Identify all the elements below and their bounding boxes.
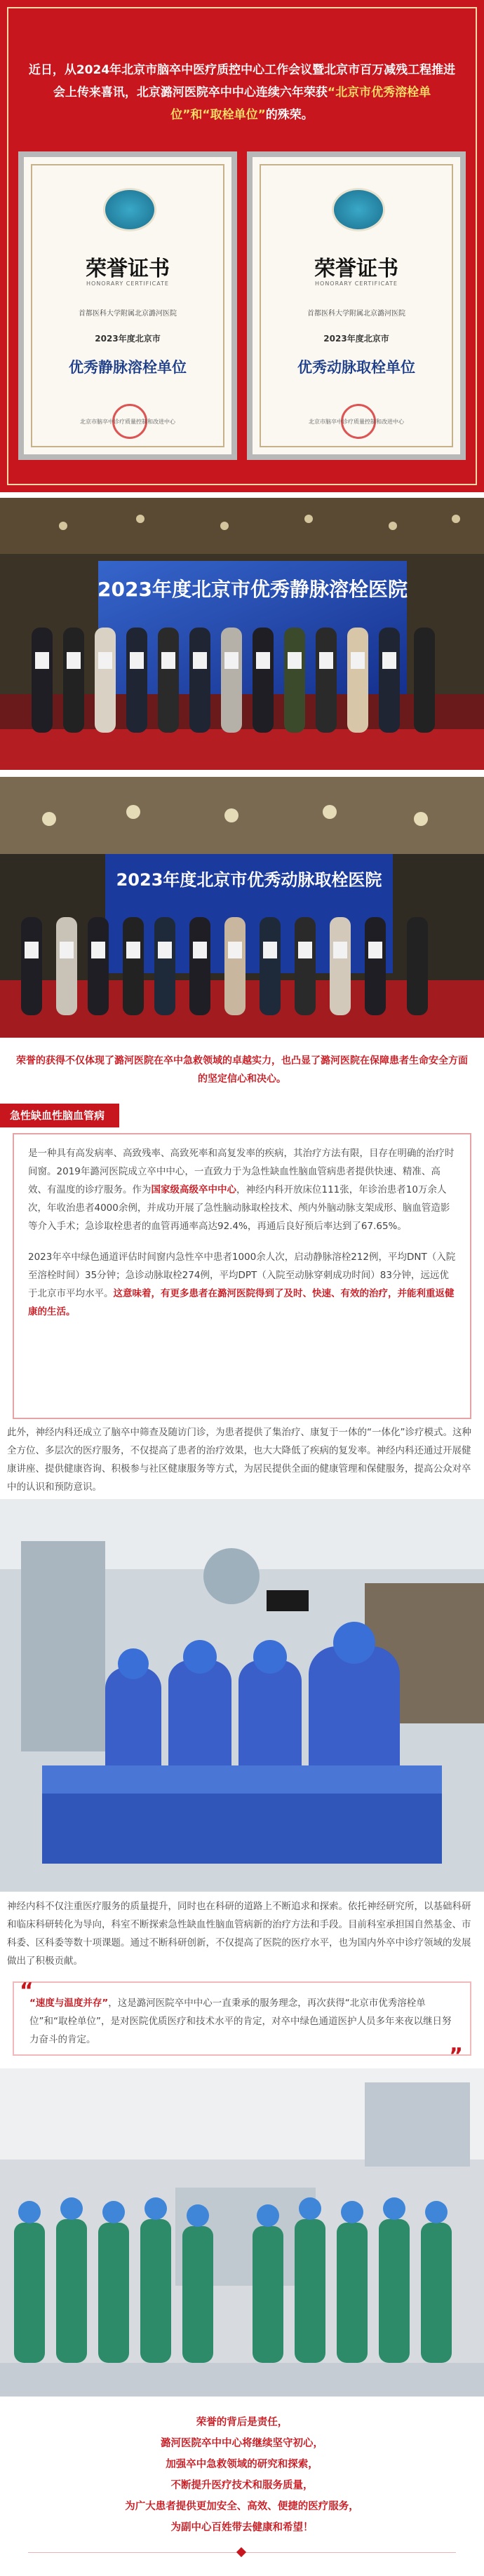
hospital-emblem-icon [103,188,156,231]
certificate-thrombectomy [247,151,466,460]
closing-text: 荣誉的背后是责任， 潞河医院卒中中心将继续坚守初心， 加强卒中急救领域的研究和探索， 不断提升医疗技术和服务质量， 为广大患者提供更加安全、高效、便捷的医疗服务， 为副中心百姓带去健康和希望！ [125,2417,359,2533]
stage-banner-text: 2023年度北京市优秀动脉取栓医院 [116,870,382,890]
certificate-org: 首都医科大学附属北京潞河医院 [79,310,177,318]
quote-text: “速度与温度并存”，这是潞河医院卒中中心一直秉承的服务理念，再次获得“北京市优秀溶栓单位”和“取栓单位”，是对医院优质医疗和技术水平的肯定，对卒中绿色通道医护人员多年来夜以继日努力奋斗的肯定。 [29,1998,452,2045]
section-tag: 急性缺血性脑血管病 [0,1104,119,1127]
intro-text: 近日，从2024年北京市脑卒中医疗质控中心工作会议暨北京市百万减残工程推进会上传来喜讯，北京潞河医院卒中中心连续六年荣获“北京市优秀溶栓单位”和“取栓单位”的殊荣。 [28,63,456,122]
certificate-title: 荣誉证书 [314,257,398,281]
award-ceremony-photo-1 [0,498,484,770]
quote-open-icon: “ [20,1979,34,2003]
team-photo [0,2068,484,2397]
quote-box [13,1979,471,2068]
body-paragraph-2: 神经内科不仅注重医疗服务的质量提升，同时也在科研的道路上不断追求和探索。依托神经研究所，以基础科研和临床科研转化为导向，科室不断探索急性缺血性脑血管病新的治疗方法和手段。目前科室承担国自然基金、市科委、区科委等数十项课题。通过不断科研创新，不仅提高了医院的医疗水平，也为国内外卒中诊疗领域的发展做出了积极贡献。 [7,1901,471,1967]
divider-diamond-icon [236,2547,246,2557]
header-banner [0,0,484,492]
honor-statement: 荣誉的获得不仅体现了潞河医院在卒中急救领域的卓越实力，也凸显了潞河医院在保障患者生命安全方面的坚定信心和决心。 [16,1055,468,1085]
section-paragraph-1: 是一种具有高发病率、高致残率、高致死率和高复发率的疾病，其治疗方法有限，目存在明确的治疗时间窗。2019年潞河医院成立卒中中心，一直致力于为急性缺血性脑血管病患者提供快速、精准、高效、有温度的诊疗服务。作为国家级高级卒中中心，神经内科开放床位111张，年诊治患者10万余人次，年收治患者4000余例，并成功开展了急性脑动脉取栓技术、颅内外脑动脉支架成形、脑血管造影等介入手术；急诊取栓患者的血管再通率高达92.4%，再通后良好预后率达到了67.65%。 [28,1148,455,1232]
certificate-year: 2023年度北京市 [323,334,389,344]
section-paragraph-2: 2023年卒中绿色通道评估时间窗内急性卒中患者1000余人次，启动静脉溶栓212例，平均DNT（入院至溶栓时间）35分钟；急诊动脉取栓274例，平均DPT（入院至动脉穿刺成功时间）83分钟，远远优于北京市平均水平。这意味着，有更多患者在潞河医院得到了及时、快速、有效的治疗，并能利重返健康的生活。 [28,1252,456,1317]
award-ceremony-photo-2 [0,777,484,1038]
quote-close-icon: ” [449,2044,463,2068]
certificate-award: 优秀静脉溶栓单位 [69,359,187,376]
certificate-award: 优秀动脉取栓单位 [297,359,415,376]
certificate-year: 2023年度北京市 [95,334,161,344]
certificate-title: 荣誉证书 [86,257,170,281]
hospital-emblem-icon [332,188,385,231]
certificate-issuer: 北京市脑卒中诊疗质量控制和改进中心 [80,419,175,425]
certificate-issuer: 北京市脑卒中诊疗质量控制和改进中心 [309,419,404,425]
certificate-subtitle: HONORARY CERTIFICATE [315,280,398,287]
section-box [13,1133,471,1419]
body-paragraph-1: 此外，神经内科还成立了脑卒中筛查及随访门诊，为患者提供了集治疗、康复于一体的“一体化”诊疗模式。这种全方位、多层次的医疗服务，不仅提高了患者的治疗效果，也大大降低了疾病的复发率。神经内科还通过开展健康讲座、提供健康咨询、积极参与社区健康服务等方式，为居民提供全面的健康管理和保健服务，提高公众对卒中的认识和预防意识。 [7,1427,471,1493]
stage-banner-text: 2023年度北京市优秀静脉溶栓医院 [98,578,408,601]
certificate-org: 首都医科大学附属北京潞河医院 [307,310,405,318]
surgery-photo [0,1499,484,1892]
certificate-subtitle: HONORARY CERTIFICATE [86,280,169,287]
certificate-thrombolysis [18,151,237,460]
